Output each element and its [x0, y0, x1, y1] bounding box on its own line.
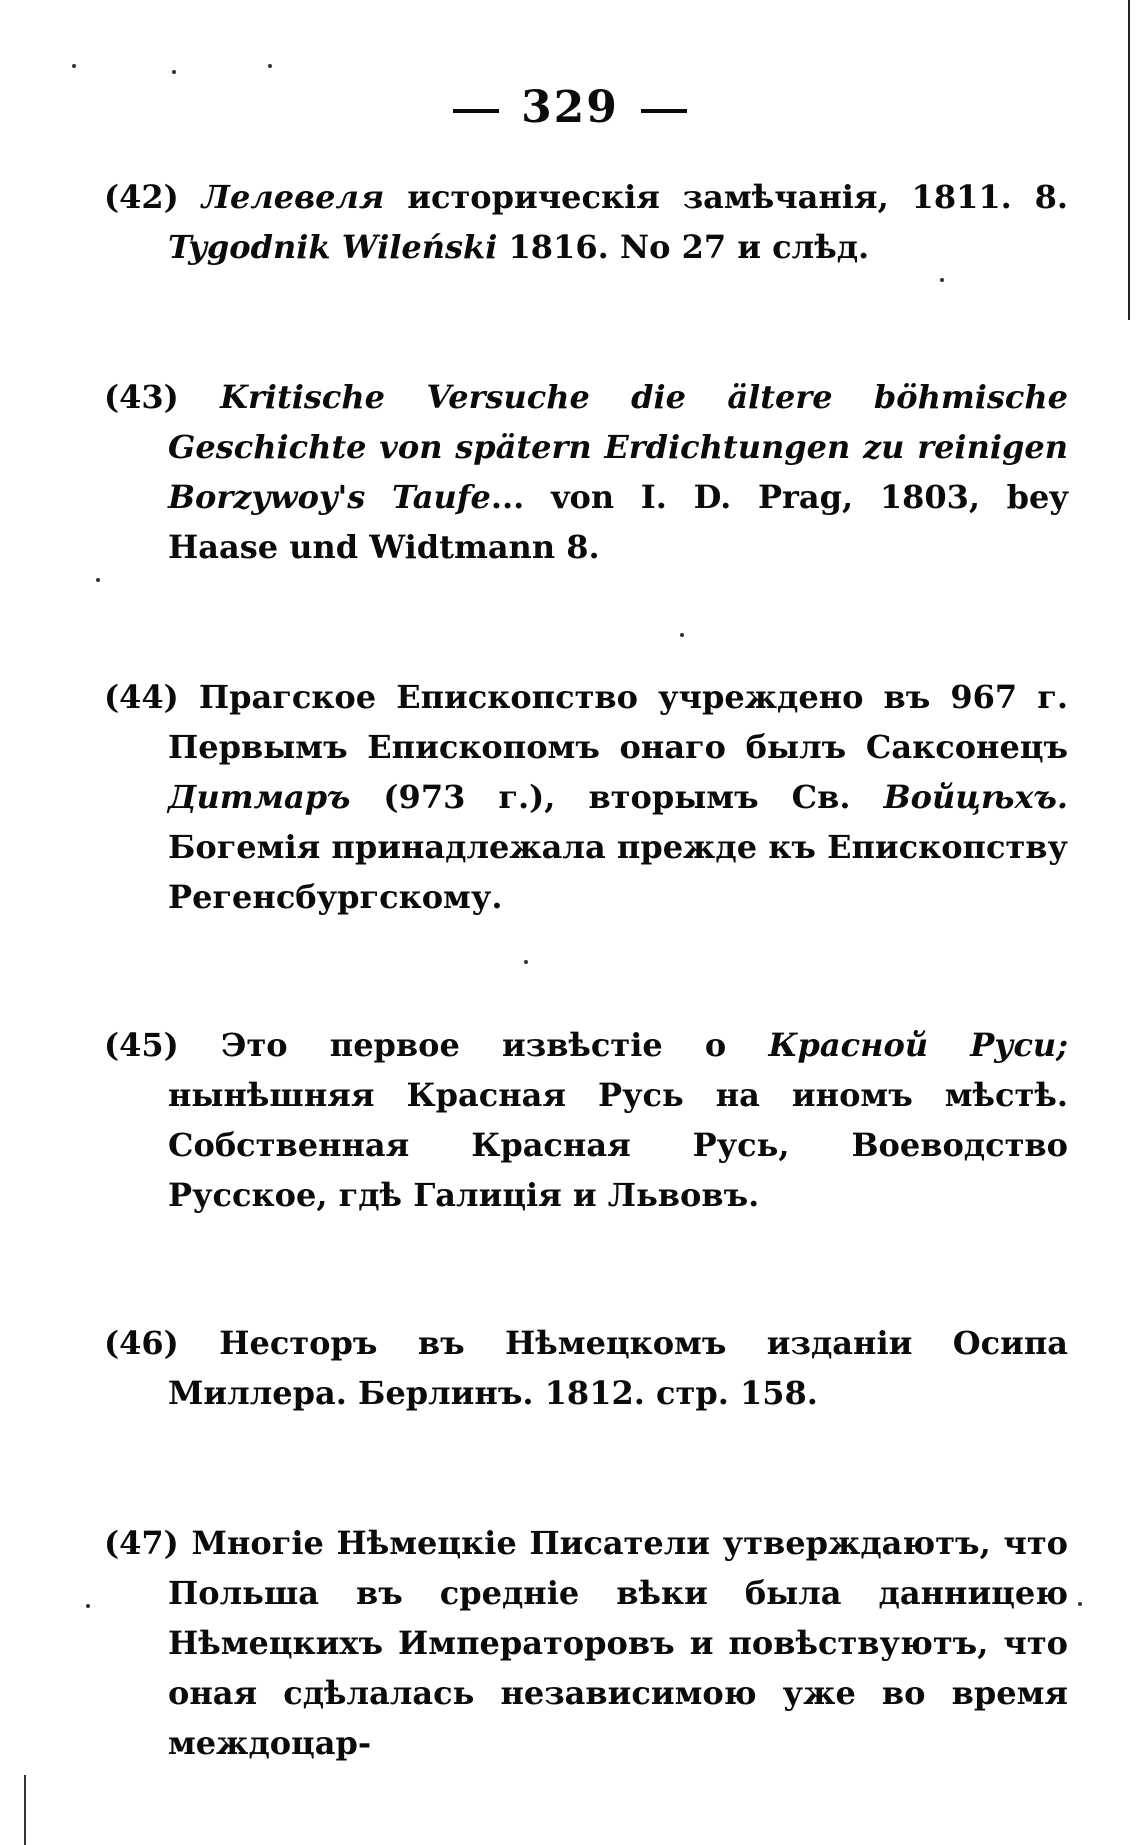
page-edge-line-bottom	[24, 1775, 26, 1845]
footnote-text: Tygodnik Wileński	[168, 228, 498, 266]
footnote-text: 1816. No 27 и слѣд.	[497, 228, 870, 266]
footnote-number: (45)	[104, 1026, 179, 1064]
footnote-text: Войцѣхъ.	[883, 778, 1068, 816]
footnote-44	[104, 672, 1068, 922]
speck	[96, 578, 100, 582]
footnote-47	[104, 1518, 1068, 1768]
speck	[940, 278, 944, 282]
footnote-text: Дитмаръ	[168, 778, 351, 816]
footnote-text: Красной Руси;	[768, 1026, 1069, 1064]
dash-right	[641, 109, 687, 113]
footnote-number: (44)	[104, 678, 179, 716]
footnote-number: (46)	[104, 1324, 179, 1362]
speck	[72, 64, 76, 68]
footnote-text: Несторъ въ Нѣмецкомъ изданіи Осипа Миллера. Берлинъ. 1812. стр. 158.	[168, 1324, 1069, 1412]
footnote-text: Лелевеля	[201, 178, 385, 216]
footnote-number: (47)	[104, 1524, 179, 1562]
footnote-text: (973 г.), вторымъ Св.	[350, 778, 884, 816]
footnote-42	[104, 172, 1068, 272]
running-head	[0, 82, 1140, 133]
footnote-text: Богемія принадлежала прежде къ Епископству Регенсбургскому.	[168, 828, 1068, 916]
footnote-number: (42)	[104, 178, 179, 216]
footnote-text: Kritische Versuche die ältere böhmische Geschichte von spätern Erdichtungen zu reinigen Borzywoy's Taufe	[168, 378, 1069, 516]
footnote-text: Многіе Нѣмецкіе Писатели утверждаютъ, что Польша въ средніе вѣки была данницею Нѣмецкихъ Императоровъ и повѣствуютъ, что оная сдѣлалась независимою уже во время междоцар-	[168, 1524, 1069, 1762]
footnote-text: историческія замѣчанія, 1811. 8.	[384, 178, 1069, 216]
footnote-number: (43)	[104, 378, 179, 416]
speck	[680, 633, 684, 637]
footnote-text: Это первое извѣстіе о	[220, 1026, 769, 1064]
page-edge-line	[1128, 0, 1130, 320]
footnote-text: Прагское Епископство учреждено въ 967 г. Первымъ Епископомъ онаго былъ Саксонецъ	[168, 678, 1069, 766]
footnote-text: ... von I. D. Prag, 1803, bey Haase und Widtmann 8.	[168, 478, 1069, 566]
dash-left	[453, 109, 499, 113]
page-number: 329	[521, 82, 619, 133]
speck	[268, 64, 272, 68]
speck	[172, 70, 176, 74]
speck	[1078, 1602, 1082, 1606]
speck	[524, 960, 528, 964]
footnote-text: нынѣшняя Красная Русь на иномъ мѣстѣ. Собственная Красная Русь, Воеводство Русское, гдѣ Галиція и Львовъ.	[168, 1076, 1068, 1214]
footnote-45	[104, 1020, 1068, 1220]
footnote-43	[104, 372, 1068, 572]
speck	[86, 1604, 90, 1608]
footnote-46	[104, 1318, 1068, 1418]
